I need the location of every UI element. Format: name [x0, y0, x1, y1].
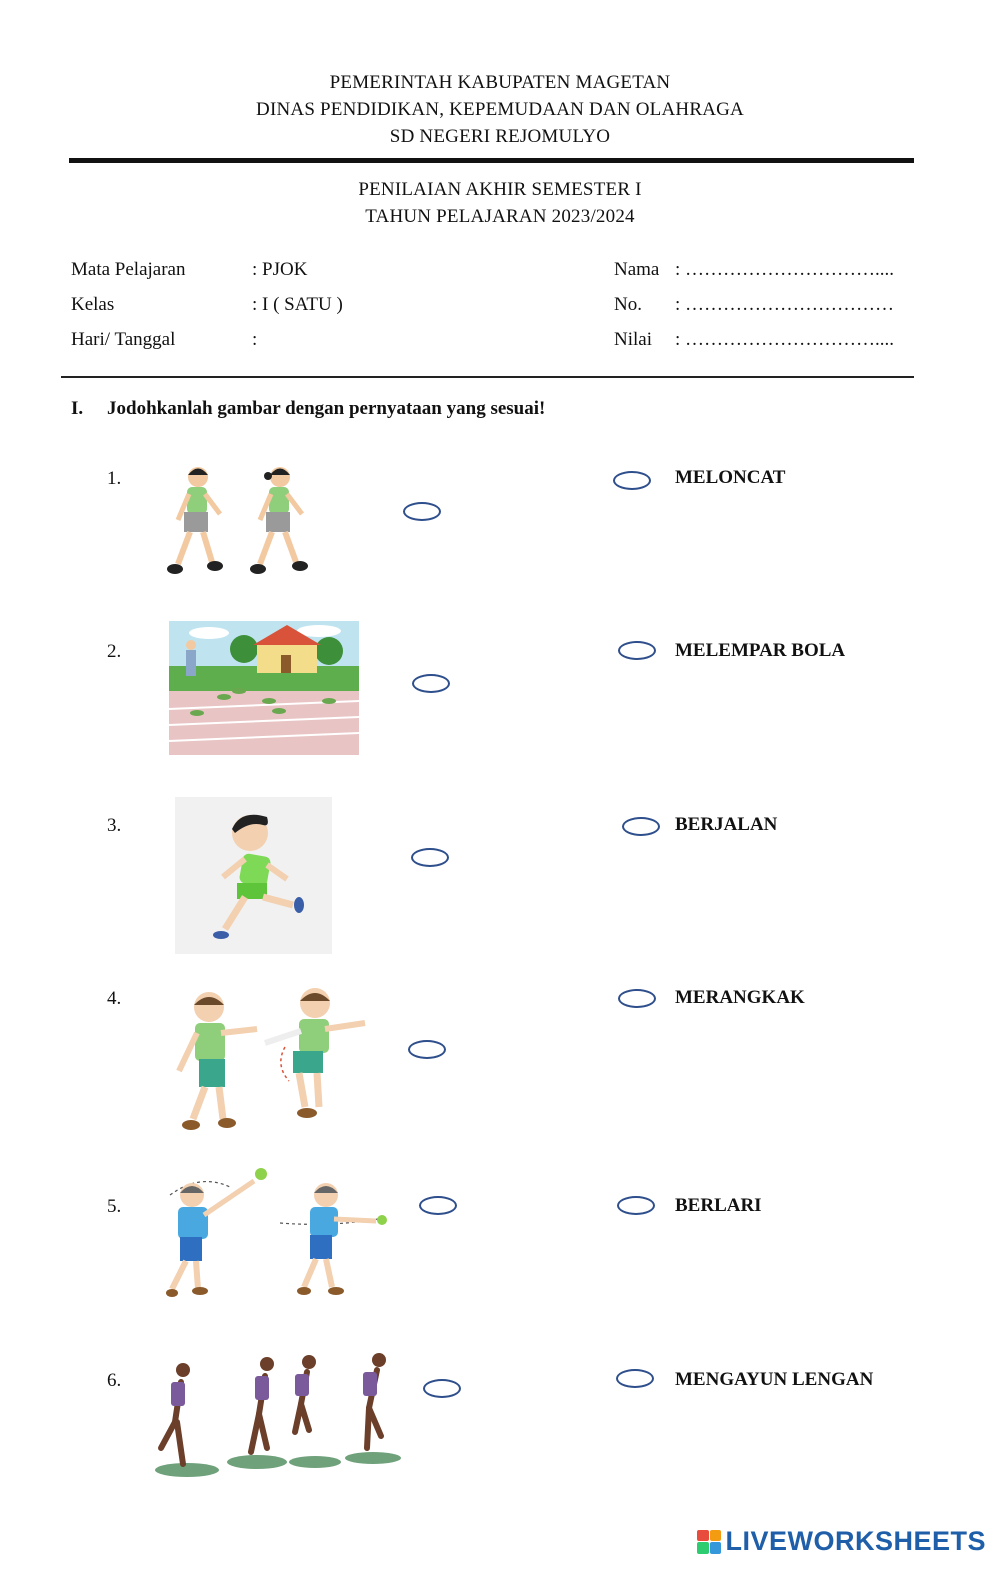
answer-option: MELONCAT — [675, 467, 786, 488]
item-number: 4. — [107, 988, 122, 1009]
answer-option: BERLARI — [675, 1195, 762, 1216]
match-dot-right[interactable] — [617, 1196, 655, 1215]
liveworksheets-logo — [697, 1526, 986, 1557]
match-dot-right[interactable] — [618, 989, 656, 1008]
no-label: No. — [614, 294, 642, 315]
item-number: 1. — [107, 468, 122, 489]
no-field: : …………………………… — [675, 294, 895, 315]
class-label: Kelas — [71, 294, 115, 315]
section-instruction: Jodohkanlah gambar dengan pernyataan yang sesuai! — [107, 398, 546, 419]
boy-swinging-arms-image — [165, 985, 375, 1135]
item-number: 5. — [107, 1196, 122, 1217]
answer-option: MENGAYUN LENGAN — [675, 1369, 874, 1390]
answer-option: MERANGKAK — [675, 987, 805, 1008]
subject-value: : PJOK — [252, 259, 308, 280]
school-gov-line: PEMERINTAH KABUPATEN MAGETAN — [329, 72, 671, 93]
section-number: I. — [71, 398, 84, 419]
match-dot-left[interactable] — [419, 1196, 457, 1215]
item-number: 2. — [107, 641, 122, 662]
score-field: : ………………………….... — [675, 329, 895, 350]
match-dot-left[interactable] — [412, 674, 450, 693]
match-dot-left[interactable] — [411, 848, 449, 867]
athlete-jumping-sequence-image — [155, 1352, 405, 1482]
class-value: : I ( SATU ) — [252, 294, 343, 315]
match-dot-left[interactable] — [408, 1040, 446, 1059]
exam-title: PENILAIAN AKHIR SEMESTER I — [358, 179, 642, 200]
liveworksheets-icon — [697, 1530, 721, 1554]
answer-option: MELEMPAR BOLA — [675, 640, 846, 661]
info-divider — [61, 376, 914, 378]
name-label: Nama — [614, 259, 660, 280]
match-dot-right[interactable] — [622, 817, 660, 836]
date-value: : — [252, 329, 258, 350]
match-dot-right[interactable] — [616, 1369, 654, 1388]
brand-name: LIVEWORKSHEETS — [725, 1526, 986, 1556]
children-crawling-schoolyard-image — [169, 621, 359, 755]
date-label: Hari/ Tanggal — [71, 329, 176, 350]
school-name: SD NEGERI REJOMULYO — [389, 126, 611, 147]
answer-option: BERJALAN — [675, 814, 778, 835]
header-divider — [69, 158, 914, 163]
item-number: 3. — [107, 815, 122, 836]
school-dept-line: DINAS PENDIDIKAN, KEPEMUDAAN DAN OLAHRAGA — [256, 99, 744, 120]
boy-throwing-ball-image — [160, 1165, 390, 1300]
score-label: Nilai — [614, 329, 652, 350]
two-children-walking-image — [160, 462, 320, 582]
exam-year: TAHUN PELAJARAN 2023/2024 — [365, 206, 635, 227]
match-dot-right[interactable] — [618, 641, 656, 660]
item-number: 6. — [107, 1370, 122, 1391]
match-dot-right[interactable] — [613, 471, 651, 490]
subject-label: Mata Pelajaran — [71, 259, 186, 280]
name-field: : ………………………….... — [675, 259, 895, 280]
match-dot-left[interactable] — [403, 502, 441, 521]
match-dot-left[interactable] — [423, 1379, 461, 1398]
boy-running-image — [175, 797, 332, 954]
